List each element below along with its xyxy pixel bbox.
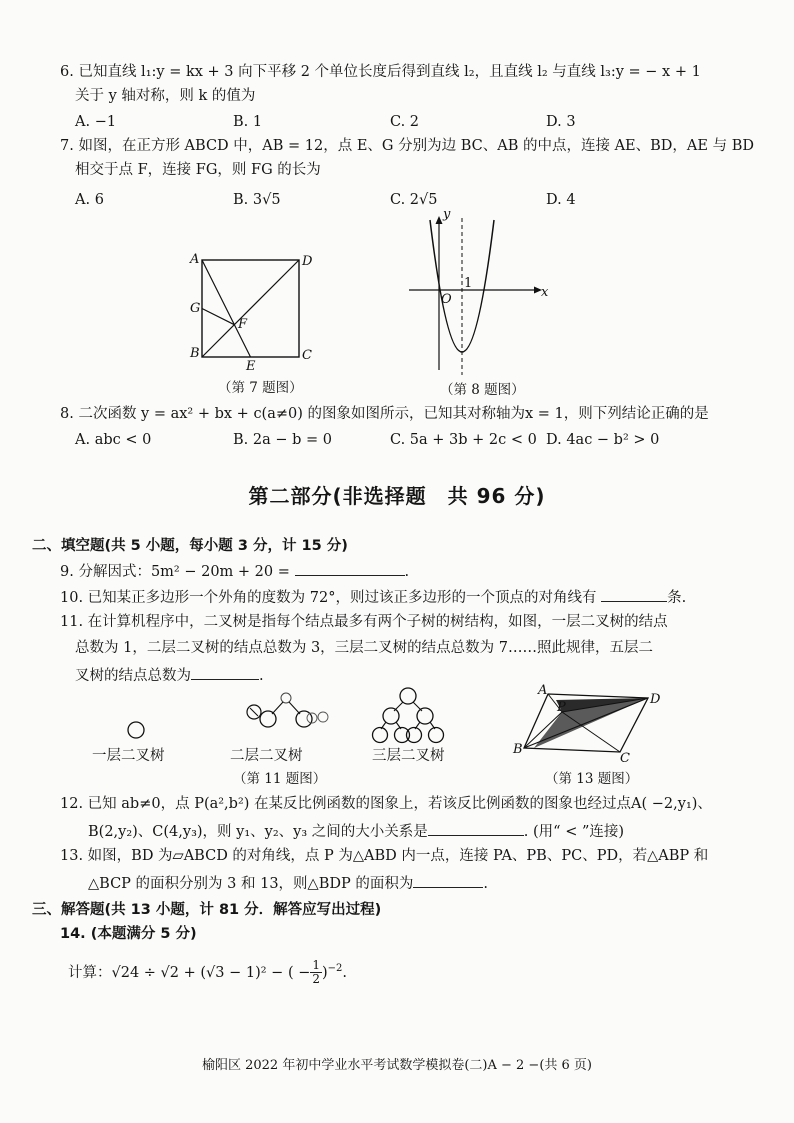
- q14-expression-close: ): [322, 964, 328, 981]
- q9-answer-blank[interactable]: [295, 560, 405, 576]
- label-b: B: [190, 346, 200, 361]
- q6-option-b: B. 1: [233, 114, 263, 130]
- tree3-leaf-node: [373, 728, 388, 743]
- q14-fraction: [310, 959, 322, 986]
- segment-ae: [202, 260, 251, 357]
- q13-end: .: [483, 876, 488, 892]
- q8-option-c: C. 5a + 3b + 2c < 0: [390, 432, 537, 448]
- q7-option-b: B. 3√5: [233, 192, 281, 208]
- q6-option-d: D. 3: [546, 114, 576, 130]
- q6-option-a: A. −1: [75, 114, 117, 130]
- q7-option-a: A. 6: [75, 192, 104, 208]
- q13-line2: [88, 872, 488, 894]
- q11-line1: 11. 在计算机程序中，二叉树是指每个结点最多有两个子树的树结构，如图，一层二叉树的结点: [60, 614, 668, 630]
- label-one: 1: [464, 276, 473, 291]
- q10-answer-blank[interactable]: [601, 586, 667, 602]
- figure-13-caption: （第 13 题图）: [545, 771, 639, 787]
- label-e: E: [246, 359, 256, 374]
- label-x: x: [541, 285, 549, 300]
- tree2-left-node: [260, 711, 276, 727]
- q14-expression-start: 计算：√24 ÷ √2 + (√3 − 1)² − ( −: [68, 964, 311, 981]
- q6-stem-line2: 关于 y 轴对称，则 k 的值为: [75, 88, 256, 104]
- tree2-faint-node: [318, 712, 328, 722]
- label-a: A: [190, 252, 200, 267]
- q12-line2-end: . (用“ < ”连接): [523, 824, 625, 840]
- label-y: y: [443, 207, 451, 222]
- segment-bd: [202, 260, 299, 357]
- q12-answer-blank[interactable]: [428, 820, 524, 836]
- q10-text: 10. 已知某正多边形一个外角的度数为 72°，则过该正多边形的一个顶点的对角线有: [60, 590, 597, 606]
- q12-line1: 12. 已知 ab≠0，点 P(a²,b²) 在某反比例函数的图象上，若该反比例函数的图象也经过点A( −2,y₁)、: [60, 796, 712, 812]
- q11-line3: [75, 664, 264, 686]
- label-origin: O: [441, 292, 452, 307]
- q11-line3-text: 叉树的结点总数为: [75, 668, 191, 684]
- q14-fraction-denominator: 2: [312, 972, 320, 987]
- tree3-leaf-node: [429, 728, 444, 743]
- label-a: A: [538, 683, 548, 698]
- figure-8-parabola: [405, 207, 555, 380]
- figure-13-parallelogram: [510, 682, 670, 770]
- tree3-label: 三层二叉树: [372, 748, 445, 764]
- section-solve-heading: 三、解答题(共 13 小题，计 81 分．解答应写出过程): [32, 902, 382, 918]
- tree3-leaf-node: [395, 728, 410, 743]
- q8-option-d: D. 4ac − b² > 0: [546, 432, 660, 448]
- q9-line: [60, 560, 409, 582]
- q10-end: 条.: [667, 590, 687, 606]
- q12-line2-text: B(2,y₂)、C(4,y₃)，则 y₁、y₂、y₃ 之间的大小关系是: [88, 824, 428, 840]
- q12-line2: [88, 820, 624, 842]
- q7-option-c: C. 2√5: [390, 192, 438, 208]
- section-fill-in-heading: 二、填空题(共 5 小题，每小题 3 分，计 15 分): [32, 538, 348, 554]
- tree2-left-branch: [272, 702, 283, 714]
- tree3-leaf-node: [407, 728, 422, 743]
- tree1-label: 一层二叉树: [92, 748, 165, 764]
- tree3-root-node: [400, 688, 416, 704]
- page-footer: 榆阳区 2022 年初中学业水平考试数学模拟卷(二)A − 2 −(共 6 页): [201, 1058, 592, 1073]
- q8-stem: 8. 二次函数 y = ax² + bx + c(a≠0) 的图象如图所示，已知其对称轴为x = 1，则下列结论正确的是: [60, 406, 709, 422]
- label-g: G: [190, 301, 201, 316]
- tree3-level2-node: [417, 708, 433, 724]
- y-axis-arrow: [436, 216, 443, 224]
- label-c: C: [620, 751, 630, 766]
- q14-exponent: −2: [327, 963, 343, 974]
- q7-option-d: D. 4: [546, 192, 576, 208]
- q8-option-b: B. 2a − b = 0: [233, 432, 332, 448]
- label-d: D: [302, 254, 313, 269]
- q11-answer-blank[interactable]: [191, 664, 259, 680]
- figure-7-caption: （第 7 题图）: [218, 380, 303, 396]
- q7-stem-line2: 相交于点 F，连接 FG，则 FG 的长为: [75, 162, 321, 178]
- label-b: B: [513, 742, 523, 757]
- q14-expression: [68, 954, 347, 988]
- label-p: P: [557, 700, 566, 715]
- label-d: D: [650, 692, 661, 707]
- label-f: F: [238, 317, 248, 332]
- q9-end: .: [404, 564, 410, 580]
- q14-expression-end: .: [342, 964, 348, 981]
- q13-line1: 13. 如图，BD 为▱ABCD 的对角线，点 P 为△ABD 内一点，连接 PA、PB、PC、PD，若△ABP 和: [60, 848, 709, 864]
- q13-answer-blank[interactable]: [413, 872, 483, 888]
- tree2-root-node: [281, 693, 291, 703]
- q8-option-a: A. abc < 0: [75, 432, 152, 448]
- q10-line: [60, 586, 686, 608]
- q6-stem-line1: 6. 已知直线 l₁:y = kx + 3 向下平移 2 个单位长度后得到直线 l₂，且直线 l₂ 与直线 l₃:y = − x + 1: [60, 64, 701, 80]
- q14-fraction-numerator: 1: [312, 958, 320, 973]
- q6-option-c: C. 2: [390, 114, 420, 130]
- tree3-level2-node: [383, 708, 399, 724]
- part-two-title: 第二部分(非选择题 共 96 分): [248, 484, 546, 508]
- q9-text: 9. 分解因式：5m² − 20m + 20 =: [60, 564, 290, 580]
- q13-line2-text: △BCP 的面积分别为 3 和 13，则△BDP 的面积为: [88, 876, 414, 892]
- tree2-node-mark: [250, 708, 258, 716]
- segment-fg: [202, 309, 234, 325]
- figure-8-caption: （第 8 题图）: [440, 382, 525, 398]
- q11-line2: 总数为 1，二层二叉树的结点总数为 3，三层二叉树的结点总数为 7……照此规律，五层二: [75, 640, 654, 656]
- figure-7-square: [188, 250, 328, 375]
- tree1-node: [128, 722, 144, 738]
- q11-end: .: [259, 668, 264, 684]
- label-c: C: [302, 348, 312, 363]
- tree2-label: 二层二叉树: [230, 748, 303, 764]
- figure-11-caption: （第 11 题图）: [233, 771, 327, 787]
- q14-heading: 14. (本题满分 5 分): [60, 926, 197, 942]
- tree2-right-branch: [289, 702, 300, 714]
- q7-stem-line1: 7. 如图，在正方形 ABCD 中，AB = 12，点 E、G 分别为边 BC、AB 的中点，连接 AE、BD，AE 与 BD: [60, 138, 754, 154]
